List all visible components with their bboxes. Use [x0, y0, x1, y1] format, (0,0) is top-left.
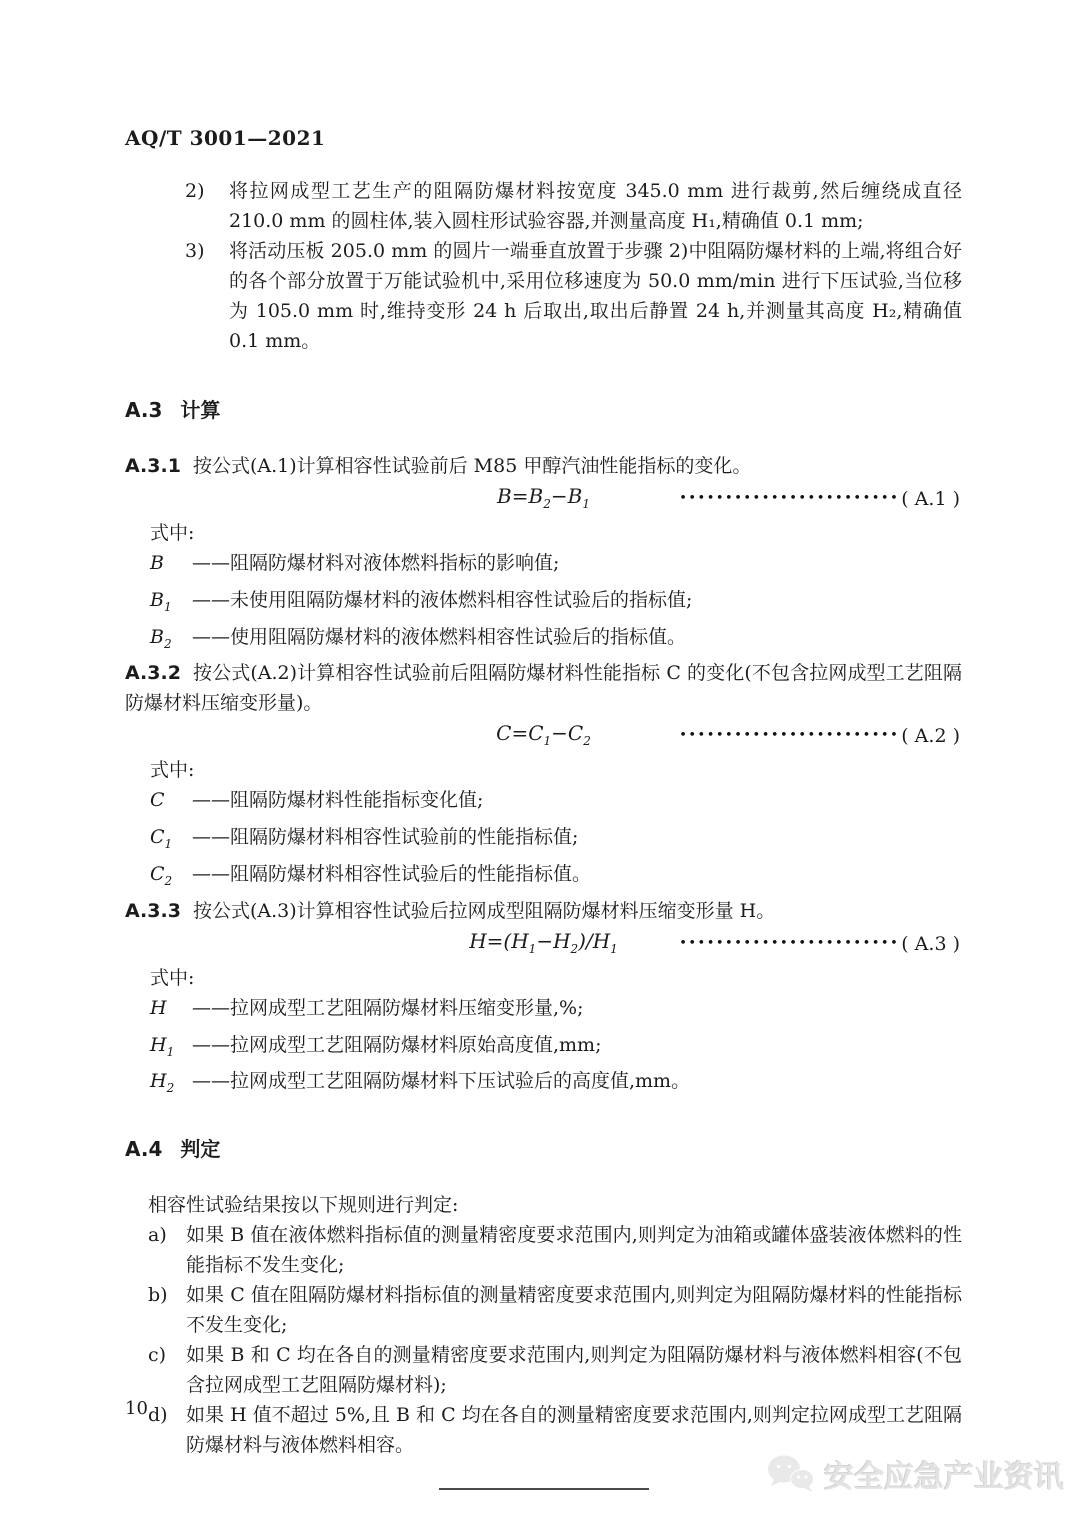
page-number: 10	[125, 1398, 148, 1419]
symbol-description: ——阻隔防爆材料相容性试验后的性能指标值。	[192, 862, 592, 885]
formula-label: ( A.2 )	[901, 725, 960, 748]
where-label: 式中:	[150, 966, 195, 989]
formula-reference	[679, 931, 960, 955]
clause-number: A.3.2	[125, 662, 181, 685]
symbol-definition	[150, 548, 962, 585]
symbol-definition	[150, 1030, 962, 1067]
symbol-description: ——拉网成型工艺阻隔防爆材料原始高度值,mm;	[192, 1033, 602, 1056]
symbol: H	[150, 996, 167, 1019]
symbol: $B_2$	[150, 625, 172, 651]
clause-text: 按公式(A.3)计算相容性试验后拉网成型阻隔防爆材料压缩变形量 H。	[192, 899, 776, 922]
rule-text: 如果 H 值不超过 5%,且 B 和 C 均在各自的测量精密度要求范围内,则判定拉网成型工艺阻隔防爆材料与液体燃料相容。	[186, 1404, 962, 1457]
rule-text: 如果 B 和 C 均在各自的测量精密度要求范围内,则判定为阻隔防爆材料与液体燃料相容(不包含拉网成型工艺阻隔防爆材料);	[186, 1344, 962, 1397]
symbol-description: ——拉网成型工艺阻隔防爆材料压缩变形量,%;	[192, 996, 584, 1019]
list-item-text: 将活动压板 205.0 mm 的圆片一端垂直放置于步骤 2)中阻隔防爆材料的上端,将组合好的各个部分放置于万能试验机中,采用位移速度为 50.0 mm/min 进行下压试验,当位移为 105.0 mm 时,维持变形 24 h 后取出,取出后静置 24 h,并测量其高度 H₂,精确值 0.1 mm。	[229, 240, 962, 352]
symbol: $B_1$	[150, 588, 172, 614]
where-label: 式中:	[150, 522, 195, 544]
formula-reference	[679, 486, 960, 510]
clause-number: A.3.1	[125, 455, 181, 477]
procedure-list	[125, 176, 962, 356]
formula-a1	[125, 484, 962, 516]
symbol-definition	[150, 822, 962, 859]
formula-expression: $C=C_1-C_2$	[496, 721, 591, 749]
dot-leader: ••••••••••••••••••••••••	[679, 728, 900, 744]
list-item-marker: 3)	[185, 240, 205, 262]
watermark-text: 安全应急产业资讯	[824, 1460, 1064, 1495]
symbol-description: ——未使用阻隔防爆材料的液体燃料相容性试验后的指标值;	[192, 588, 693, 611]
list-item	[125, 176, 962, 236]
wechat-icon	[766, 1453, 816, 1495]
rule-text: 如果 C 值在阻隔防爆材料指标值的测量精密度要求范围内,则判定为阻隔防爆材料的性能指标不发生变化;	[186, 1284, 962, 1337]
symbol: $H_2$	[150, 1070, 175, 1096]
rule-item	[148, 1340, 962, 1400]
section-title: 判定	[180, 1137, 221, 1162]
symbol: B	[150, 552, 164, 574]
clause-a33	[125, 896, 962, 926]
symbol-definition	[150, 1066, 962, 1103]
formula-a2	[125, 721, 962, 753]
symbol: $C_1$	[150, 826, 173, 851]
rule-marker: a)	[148, 1224, 167, 1247]
section-title: 计算	[180, 398, 221, 422]
rule-text: 如果 B 值在液体燃料指标值的测量精密度要求范围内,则判定为油箱或罐体盛装液体燃料的性能指标不发生变化;	[186, 1224, 962, 1277]
watermark	[766, 1452, 1064, 1496]
dot-leader: ••••••••••••••••••••••••	[679, 491, 900, 506]
formula-label: ( A.1 )	[901, 488, 960, 510]
clause-a32	[125, 658, 962, 718]
symbol-description: ——使用阻隔防爆材料的液体燃料相容性试验后的指标值。	[192, 625, 687, 648]
section-number: A.3	[125, 398, 163, 422]
dot-leader: ••••••••••••••••••••••••	[679, 935, 900, 951]
rule-marker: b)	[148, 1284, 168, 1307]
clause-text: 按公式(A.2)计算相容性试验前后阻隔防爆材料性能指标 C 的变化(不包含拉网成型工艺阻隔防爆材料压缩变形量)。	[125, 662, 962, 715]
clause-text: 按公式(A.1)计算相容性试验前后 M85 甲醇汽油性能指标的变化。	[192, 455, 752, 477]
list-item-text: 将拉网成型工艺生产的阻隔防爆材料按宽度 345.0 mm 进行裁剪,然后缠绕成直径 210.0 mm 的圆柱体,装入圆柱形试验容器,并测量高度 H₁,精确值 0.1 mm;	[229, 180, 962, 232]
formula-label: ( A.3 )	[901, 932, 960, 955]
symbol-description: ——阻隔防爆材料相容性试验前的性能指标值;	[192, 826, 579, 849]
symbol-definition	[150, 993, 962, 1030]
list-item	[125, 236, 962, 356]
symbol-definition	[150, 859, 962, 896]
symbol: C	[150, 789, 165, 812]
formula-reference	[679, 723, 960, 747]
where-label: 式中:	[150, 759, 195, 782]
symbol-definition	[150, 785, 962, 822]
end-divider	[439, 1488, 649, 1490]
clause-a31	[125, 451, 962, 481]
section-number: A.4	[125, 1137, 163, 1162]
formula-expression: $B=B_2-B_1$	[497, 484, 590, 511]
formula-a3	[125, 929, 962, 961]
rule-marker: d)	[148, 1404, 168, 1427]
rule-item	[148, 1220, 962, 1280]
clause-number: A.3.3	[125, 899, 181, 922]
symbol-description: ——阻隔防爆材料对液体燃料指标的影响值;	[192, 552, 560, 574]
rule-item	[148, 1280, 962, 1340]
section-a4-heading	[125, 1133, 962, 1162]
symbol: $C_2$	[150, 862, 173, 888]
list-item-marker: 2)	[185, 180, 205, 202]
judgment-intro: 相容性试验结果按以下规则进行判定:	[148, 1194, 459, 1217]
symbol-definition	[150, 622, 962, 659]
symbol-description: ——拉网成型工艺阻隔防爆材料下压试验后的高度值,mm。	[192, 1070, 691, 1093]
symbol-definition	[150, 585, 962, 622]
section-a3-heading	[125, 394, 962, 423]
formula-expression: $H=(H_1-H_2)/H_1$	[469, 928, 618, 956]
symbol: $H_1$	[150, 1033, 175, 1059]
rule-marker: c)	[148, 1344, 167, 1367]
symbol-description: ——阻隔防爆材料性能指标变化值;	[192, 789, 484, 812]
standard-number: AQ/T 3001—2021	[125, 126, 326, 150]
